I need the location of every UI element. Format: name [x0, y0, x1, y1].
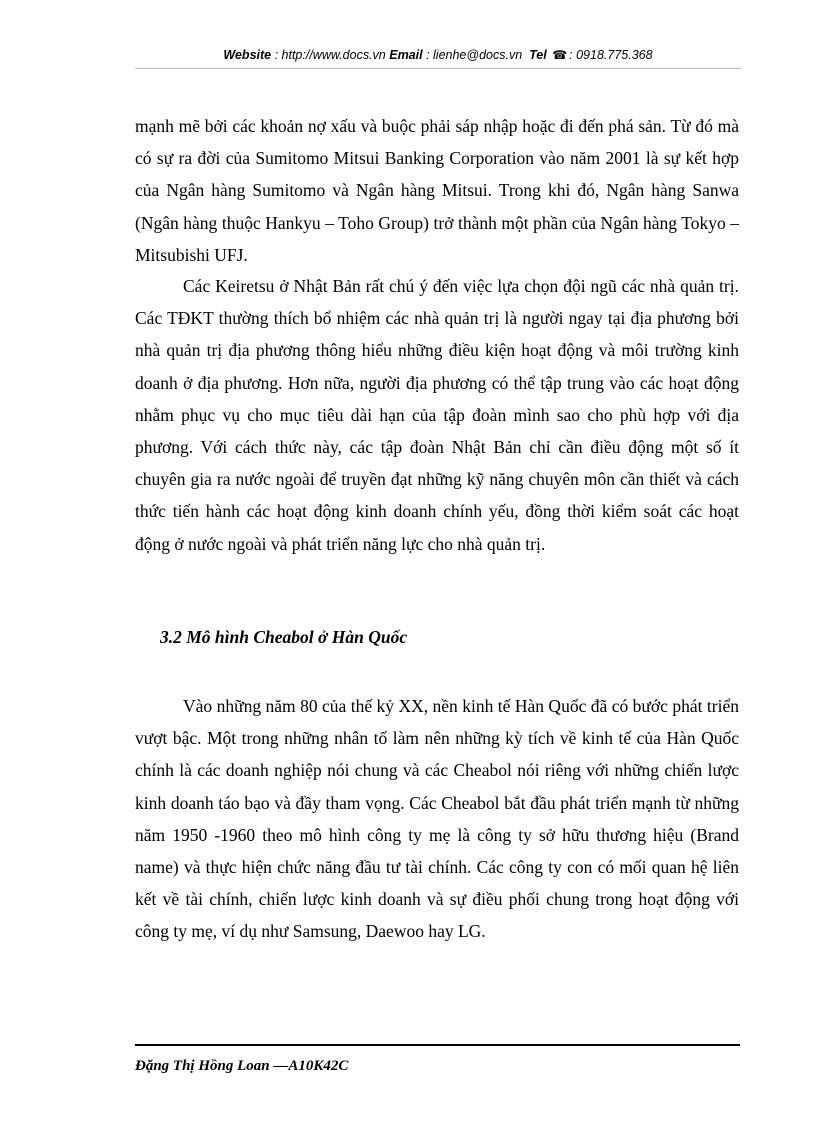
tel-number: : 0918.775.368	[569, 48, 653, 62]
body-paragraph-2: Các Keiretsu ở Nhật Bản rất chú ý đến việc lựa chọn đội ngũ các nhà quản trị. Các TĐKT thường thích bổ nhiệm các nhà quản trị là người ngay tại địa phương bởi nhà quản trị địa phương thông hiểu những điều kiện hoạt động và môi trường kinh doanh ở địa phương. Hơn nữa, người địa phương có thể tập trung vào các hoạt động nhằm phục vụ cho mục tiêu dài hạn của tập đoàn mình sao cho phù hợp với địa phương. Với cách thức này, các tập đoàn Nhật Bản chỉ cần điều động một số ít chuyên gia ra nước ngoài để truyền đạt những kỹ năng chuyên môn cần thiết và cách thức tiến hành các hoạt động kinh doanh chính yếu, đồng thời kiểm soát các hoạt động ở nước ngoài và phát triển năng lực cho nhà quản trị.	[135, 276, 739, 554]
section-heading: 3.2 Mô hình Cheabol ở Hàn Quốc	[160, 627, 408, 647]
page-header	[135, 46, 741, 69]
website-url[interactable]: http://www.docs.vn	[281, 48, 386, 62]
phone-icon: ☎	[552, 48, 568, 62]
email-label: Email	[389, 48, 423, 62]
footer-divider	[135, 1044, 740, 1046]
website-label: Website	[223, 48, 272, 62]
email-address[interactable]: lienhe@docs.vn	[433, 48, 523, 62]
email-separator: :	[422, 48, 434, 62]
footer-author: Đặng Thị Hồng Loan —A10K42C	[135, 1058, 349, 1074]
website-separator: :	[271, 48, 282, 62]
body-paragraph-3: Vào những năm 80 của thế kỷ XX, nền kinh tế Hàn Quốc đã có bước phát triển vượt bậc. Một trong những nhân tố làm nên những kỳ tích về kinh tế của Hàn Quốc chính là các doanh nghiệp nói chung và các Cheabol nói riêng với những chiến lược kinh doanh táo bạo và đầy tham vọng. Các Cheabol bắt đầu phát triển mạnh từ những năm 1950 -1960 theo mô hình công ty mẹ là công ty sở hữu thương hiệu (Brand name) và thực hiện chức năng đầu tư tài chính. Các công ty con có mối quan hệ liên kết về tài chính, chiến lược kinh doanh và sự điều phối chung trong hoạt động với công ty mẹ, ví dụ như Samsung, Daewoo hay LG.	[135, 696, 739, 942]
body-paragraph-1: mạnh mẽ bởi các khoản nợ xấu và buộc phải sáp nhập hoặc đi đến phá sản. Từ đó mà có sự ra đời của Sumitomo Mitsui Banking Corporation vào năm 2001 là sự kết hợp của Ngân hàng Sumitomo và Ngân hàng Mitsui. Trong khi đó, Ngân hàng Sanwa (Ngân hàng thuộc Hankyu – Toho Group) trở thành một phần của Ngân hàng Tokyo – Mitsubishi UFJ.	[135, 116, 739, 265]
tel-label: Tel	[529, 48, 547, 62]
